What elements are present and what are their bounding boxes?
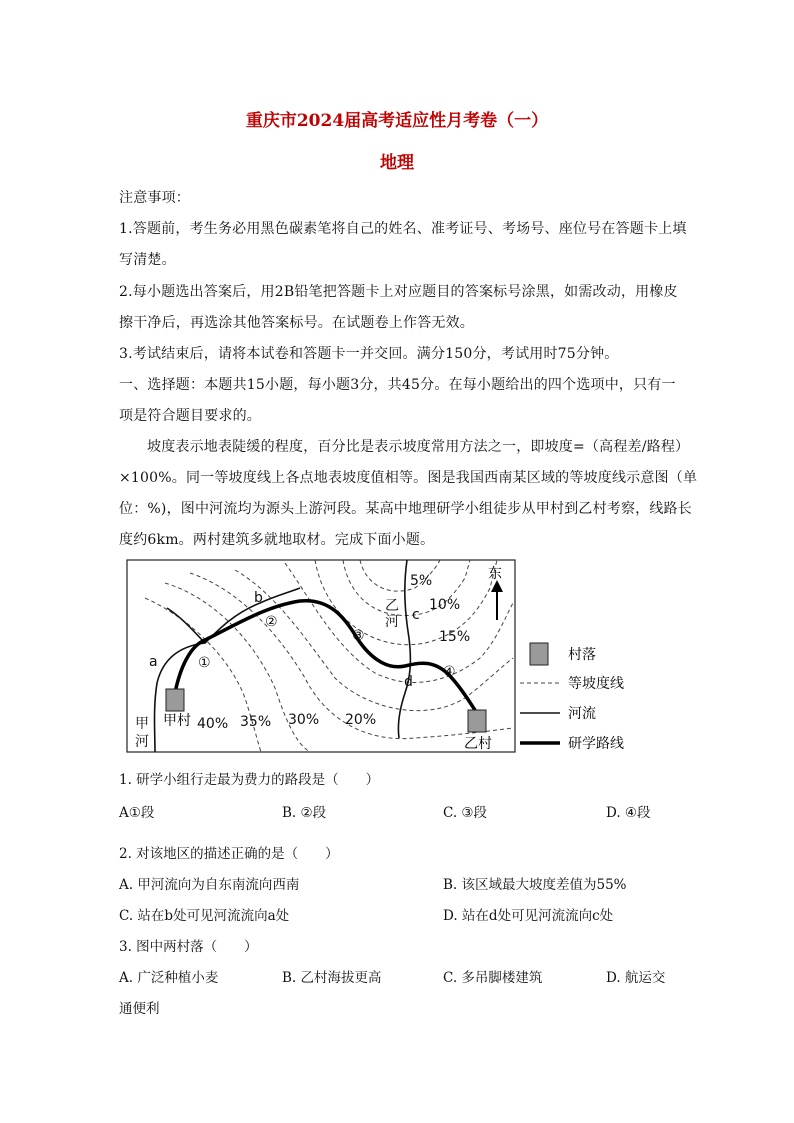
river-jia-label-2: 河 [135, 734, 149, 750]
question-3-option-d[interactable]: D. 航运交 [606, 970, 666, 986]
question-1-stem: 1. 研学小组行走最为费力的路段是（ ） [119, 772, 380, 788]
village-jia-marker [166, 689, 184, 711]
question-3-stem: 3. 图中两村落（ ） [119, 939, 258, 955]
question-3-option-a[interactable]: A. 广泛种植小麦 [119, 970, 219, 986]
question-3-option-c[interactable]: C. 多吊脚楼建筑 [443, 970, 543, 986]
legend-route-label: 研学路线 [568, 736, 624, 752]
question-1-option-b[interactable]: B. ②段 [282, 805, 327, 821]
village-yi-marker [468, 710, 486, 732]
river-jia-label-1: 甲 [135, 716, 149, 732]
passage-line-1: 坡度表示地表陡缓的程度，百分比是表示坡度常用方法之一，即坡度=（高程差/路程） [147, 439, 690, 455]
legend-contour-label: 等坡度线 [568, 676, 624, 692]
study-route [175, 601, 477, 713]
notice-item-1-cont: 写清楚。 [119, 252, 176, 268]
question-3-option-b[interactable]: B. 乙村海拔更高 [282, 970, 382, 986]
point-label-d: d [404, 674, 413, 690]
question-1-option-d[interactable]: D. ④段 [606, 805, 651, 821]
village-jia-label: 甲村 [163, 713, 191, 729]
river-yi [398, 560, 410, 738]
contour-label-20: 20% [345, 712, 377, 728]
question-3-option-d-cont: 通便利 [119, 1001, 160, 1017]
north-arrow-label: 东 [488, 566, 502, 582]
notice-item-1: 1.答题前，考生务必用黑色碳素笔将自己的姓名、准考证号、考场号、座位号在答题卡上填 [119, 221, 687, 237]
section-instructions: 一、选择题：本题共15小题，每小题3分，共45分。在每小题给出的四个选项中，只有一 [119, 377, 676, 393]
legend-village-icon [530, 643, 548, 665]
passage-line-2: ×100%。同一等坡度线上各点地表坡度值相等。图是我国西南某区域的等坡度线示意图（单 [119, 470, 698, 486]
river-yi-label-1: 乙 [385, 598, 399, 614]
contour-label-5: 5% [410, 573, 433, 589]
village-yi-label: 乙村 [464, 736, 492, 752]
segment-label-1: ① [198, 655, 211, 671]
segment-label-4: ④ [443, 664, 456, 680]
question-2-stem: 2. 对该地区的描述正确的是（ ） [119, 846, 339, 862]
passage-line-3: 位：%)，图中河流均为源头上游河段。某高中地理研学小组徒步从甲村到乙村考察，线路长 [119, 501, 692, 517]
subject-title: 地理 [380, 153, 414, 173]
passage-line-4: 度约6km。两村建筑多就地取材。完成下面小题。 [119, 532, 435, 548]
contour-label-40: 40% [197, 716, 229, 732]
notice-heading: 注意事项： [119, 190, 190, 206]
question-2-option-a[interactable]: A. 甲河流向为自东南流向西南 [119, 877, 300, 893]
legend-river-label: 河流 [568, 706, 596, 722]
segment-label-3: ③ [352, 628, 365, 644]
contour-line-20 [235, 570, 513, 711]
question-2-option-d[interactable]: D. 站在d处可见河流流向c处 [443, 908, 614, 924]
point-label-a: a [149, 654, 158, 670]
question-2-option-c[interactable]: C. 站在b处可见河流流向a处 [119, 908, 290, 924]
notice-item-2: 2.每小题选出答案后，用2B铅笔把答题卡上对应题目的答案标号涂黑，如需改动，用橡皮 [119, 284, 678, 300]
question-1-option-c[interactable]: C. ③段 [443, 805, 488, 821]
river-yi-label-2: 河 [385, 614, 399, 630]
exam-title: 重庆市2024届高考适应性月考卷（一） [245, 111, 549, 131]
contour-label-30: 30% [288, 712, 320, 728]
point-label-c: c [412, 607, 420, 623]
notice-item-3: 3.考试结束后，请将本试卷和答题卡一并交回。满分150分，考试用时75分钟。 [119, 346, 619, 362]
notice-item-2-cont: 擦干净后，再选涂其他答案标号。在试题卷上作答无效。 [119, 315, 474, 331]
contour-label-35: 35% [240, 714, 272, 730]
segment-label-2: ② [265, 614, 278, 630]
legend-village-label: 村落 [568, 647, 596, 663]
contour-line-15 [285, 563, 513, 682]
contour-map-figure [125, 558, 685, 756]
question-2-option-b[interactable]: B. 该区域最大坡度差值为55% [443, 877, 627, 893]
question-1-option-a[interactable]: A①段 [119, 805, 155, 821]
contour-label-15: 15% [439, 629, 471, 645]
section-instructions-cont: 项是符合题目要求的。 [119, 408, 261, 424]
point-label-b: b [254, 590, 263, 606]
contour-label-10: 10% [429, 597, 461, 613]
